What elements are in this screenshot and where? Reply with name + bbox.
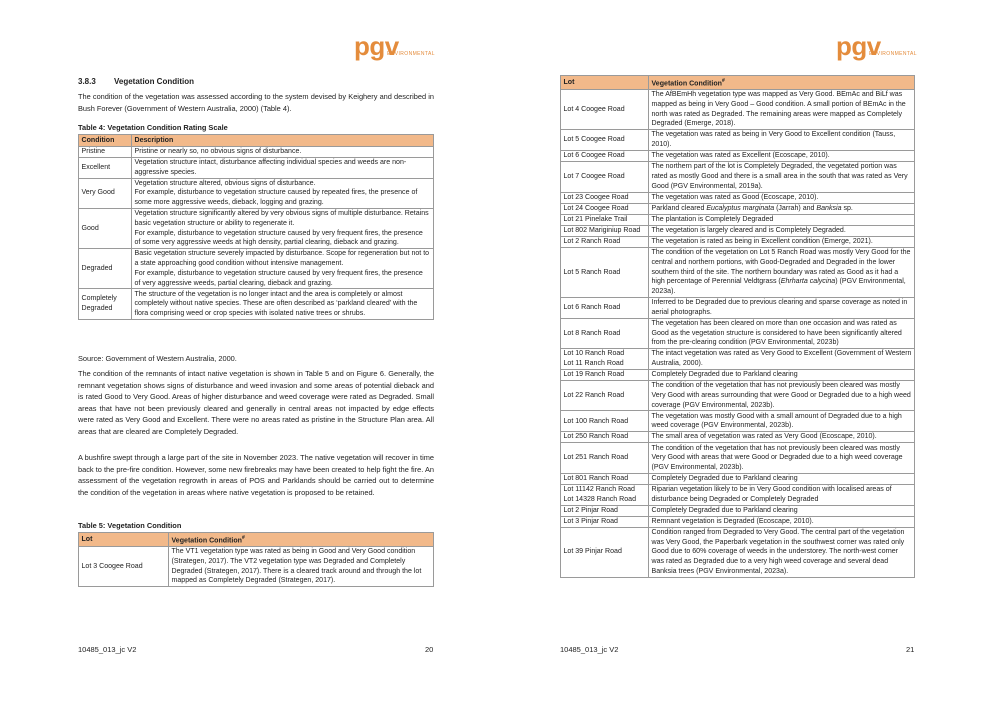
table-row	[79, 146, 434, 157]
pgv-logo: pgv ENVIRONMENTAL	[836, 31, 917, 61]
table-row	[561, 130, 915, 151]
description-cell: The intact vegetation was rated as Very Good to Excellent (Government of Western Australia, 2000).	[649, 349, 915, 370]
table-row	[561, 505, 915, 516]
description-cell: Remnant vegetation is Degraded (Ecoscape, 2010).	[649, 516, 915, 527]
table-row	[79, 209, 434, 249]
table-row	[561, 297, 915, 318]
lot-label-cell: Lot 3 Coogee Road	[79, 547, 169, 587]
condition-label-cell: Degraded	[79, 249, 132, 289]
lot-label-cell: Lot 4 Coogee Road	[561, 90, 649, 130]
description-cell: Inferred to be Degraded due to previous clearing and sparse coverage as noted in aerial photographs.	[649, 297, 915, 318]
column-header: Description	[132, 135, 434, 147]
table-row	[561, 203, 915, 214]
condition-label-cell: Pristine	[79, 146, 132, 157]
table-row	[561, 369, 915, 380]
description-cell: The vegetation was rated as Good (Ecoscape, 2010).	[649, 192, 915, 203]
condition-label-cell: Excellent	[79, 157, 132, 178]
lot-label-cell: Lot 6 Ranch Road	[561, 297, 649, 318]
lot-label-cell: Lot 801 Ranch Road	[561, 473, 649, 484]
intro-paragraph: The condition of the vegetation was assessed according to the system devised by Keighery and described in Bush Forever (Government of Western Australia, 2000) (Table 4).	[78, 92, 434, 113]
description-cell: The vegetation was rated as Excellent (Ecoscape, 2010).	[649, 151, 915, 162]
description-cell: The vegetation has been cleared on more than one occasion and was rated as Good as the vegetation structure is considered to have been significantly altered from the pre-clearing condition (PGV Environmental, 2023b)	[649, 318, 915, 348]
table-row	[561, 443, 915, 473]
description-cell: Vegetation structure significantly altered by very obvious signs of multiple disturbance. Retains basic vegetation structure or ability to regenerate it. For example, disturbance to vegetation structure caused by very frequent fires, the presence of some very aggressive weeds at high density, partial clearing, dieback and grazing.	[132, 209, 434, 249]
description-cell: Completely Degraded due to Parkland clearing	[649, 369, 915, 380]
column-header: Condition	[79, 135, 132, 147]
description-cell: Completely Degraded due to Parkland clearing	[649, 505, 915, 516]
condition-label-cell: Very Good	[79, 178, 132, 208]
condition-label-cell: Good	[79, 209, 132, 249]
lot-label-cell: Lot 39 Pinjar Road	[561, 527, 649, 577]
description-cell: The small area of vegetation was rated as Very Good (Ecoscape, 2010).	[649, 432, 915, 443]
lot-label-cell: Lot 23 Coogee Road	[561, 192, 649, 203]
table-header-row	[561, 76, 915, 90]
table-row	[561, 527, 915, 577]
description-cell: The vegetation is largely cleared and is Completely Degraded.	[649, 225, 915, 236]
condition-rating-table	[78, 134, 434, 320]
footer-doc-id: 10485_013_jc V2	[78, 645, 137, 654]
column-header: Lot	[561, 76, 649, 90]
table-row	[561, 162, 915, 192]
table-row	[79, 249, 434, 289]
condition-paragraph: The condition of the remnants of intact native vegetation is shown in Table 5 and on Figure 6. Generally, the remnant vegetation shows signs of disturbance and weed invasion and some areas of potential dieback and is rated Good to Very Good. Areas of higher disturbance and weed coverage were rated as Degraded. Small areas that have not been previously cleared and generally in central areas not impacted by edge effects were rated as Very Good and Excellent. There were no areas rated as pristine in the Structure Plan area. All areas that are cleared are Completely Degraded.	[78, 369, 434, 436]
lot-label-cell: Lot 2 Ranch Road	[561, 236, 649, 247]
table-row	[561, 411, 915, 432]
description-cell: Condition ranged from Degraded to Very Good. The central part of the vegetation was Very Good, the Paperbark vegetation in the southwest corner was rated only Good due to 60% coverage of weeds in the understorey. The north-west corner was rated as Degraded due to a very high weed coverage and several dead Banksia trees (PGV Environmental, 2023a).	[649, 527, 915, 577]
description-cell: The condition of the vegetation that has not previously been cleared was mostly Very Good with areas surrounding that were Good or Degraded due to a high weed coverage (PGV Environmental, 2023b).	[649, 380, 915, 410]
lot-label-cell: Lot 3 Pinjar Road	[561, 516, 649, 527]
table-row	[79, 547, 434, 587]
column-header: Vegetation Condition#	[169, 533, 434, 547]
lot-label-cell: Lot 250 Ranch Road	[561, 432, 649, 443]
lot-label-cell: Lot 8 Ranch Road	[561, 318, 649, 348]
condition-label-cell: Completely Degraded	[79, 289, 132, 319]
vegetation-condition-table-continued	[560, 75, 915, 578]
table-row	[561, 318, 915, 348]
lot-label-cell: Lot 11142 Ranch Road Lot 14328 Ranch Road	[561, 484, 649, 505]
table-row	[561, 214, 915, 225]
table-row	[561, 516, 915, 527]
table5-caption: Table 5: Vegetation Condition	[78, 521, 182, 530]
description-cell: Vegetation structure altered, obvious signs of disturbance. For example, disturbance to vegetation structure caused by repeated fires, the presence of some more aggressive weeds, dieback, logging and grazing.	[132, 178, 434, 208]
footer-page-number: 21	[906, 645, 915, 654]
description-cell: Parkland cleared Eucalyptus marginata (Jarrah) and Banksia sp.	[649, 203, 915, 214]
lot-label-cell: Lot 19 Ranch Road	[561, 369, 649, 380]
lot-label-cell: Lot 10 Ranch Road Lot 11 Ranch Road	[561, 349, 649, 370]
description-cell: Vegetation structure intact, disturbance affecting individual species and weeds are non-aggressive species.	[132, 157, 434, 178]
description-cell: The northern part of the lot is Completely Degraded, the vegetated portion was rated as mostly Good and there is a small area in the south that was rated as Very Good (PGV Environmental, 2019a).	[649, 162, 915, 192]
lot-label-cell: Lot 802 Mariginiup Road	[561, 225, 649, 236]
table-row	[79, 178, 434, 208]
column-header: Lot	[79, 533, 169, 547]
description-cell: The condition of the vegetation that has not previously been cleared was mostly Very Good with areas that were Good or Degraded due to a high weed coverage (PGV Environmental, 2023b).	[649, 443, 915, 473]
section-heading: 3.8.3 Vegetation Condition	[78, 77, 194, 86]
lot-label-cell: Lot 251 Ranch Road	[561, 443, 649, 473]
table-row	[561, 236, 915, 247]
description-cell: Basic vegetation structure severely impacted by disturbance. Scope for regeneration but not to a state approaching good condition without intensive management. For example, disturbance to vegetation structure caused by very frequent fires, the presence of very aggressive weeds, partial clearing, dieback and grazing.	[132, 249, 434, 289]
table4-source: Source: Government of Western Australia, 2000.	[78, 354, 237, 363]
description-cell: Riparian vegetation likely to be in Very Good condition with localised areas of disturbance being Degraded or Completely Degraded	[649, 484, 915, 505]
lot-label-cell: Lot 5 Ranch Road	[561, 247, 649, 297]
footer-page-number: 20	[425, 645, 434, 654]
table-row	[561, 473, 915, 484]
bushfire-paragraph: A bushfire swept through a large part of the site in November 2023. The native vegetation will recover in time back to the pre-fire condition. However, some new firebreaks may have been created to help fight the fire. An assessment of the vegetation regrowth in areas of POS and Parklands should be carried out to determine the condition of the vegetation in areas where native vegetation is proposed to be retained.	[78, 453, 434, 497]
table-row	[561, 349, 915, 370]
lot-label-cell: Lot 7 Coogee Road	[561, 162, 649, 192]
table-row	[561, 192, 915, 203]
description-cell: The vegetation is rated as being in Excellent condition (Emerge, 2021).	[649, 236, 915, 247]
table-row	[561, 484, 915, 505]
description-cell: Pristine or nearly so, no obvious signs of disturbance.	[132, 146, 434, 157]
table-row	[79, 157, 434, 178]
lot-label-cell: Lot 21 Pinelake Trail	[561, 214, 649, 225]
table-header-row	[79, 135, 434, 147]
table-row	[79, 289, 434, 319]
description-cell: The VT1 vegetation type was rated as being in Good and Very Good condition (Strategen, 2017). The VT2 vegetation type was Degraded and Completely Degraded (Strategen, 2017). There is a cleared track around and through the lot mapped as Completely Degraded (Strategen, 2017).	[169, 547, 434, 587]
description-cell: The structure of the vegetation is no longer intact and the area is completely or almost completely without native species. These are often described as ‘parkland cleared’ with the flora comprising weed or crop species with isolated native trees or shrubs.	[132, 289, 434, 319]
lot-label-cell: Lot 6 Coogee Road	[561, 151, 649, 162]
pgv-logo: pgv ENVIRONMENTAL	[354, 31, 435, 61]
column-header: Vegetation Condition#	[649, 76, 915, 90]
footer-doc-id: 10485_013_jc V2	[560, 645, 619, 654]
vegetation-condition-table	[78, 532, 434, 587]
lot-label-cell: Lot 22 Ranch Road	[561, 380, 649, 410]
table-row	[561, 90, 915, 130]
table-header-row	[79, 533, 434, 547]
lot-label-cell: Lot 24 Coogee Road	[561, 203, 649, 214]
lot-label-cell: Lot 2 Pinjar Road	[561, 505, 649, 516]
table4-caption: Table 4: Vegetation Condition Rating Scale	[78, 123, 228, 132]
table-row	[561, 247, 915, 297]
description-cell: The vegetation was rated as being in Very Good to Excellent condition (Tauss, 2010).	[649, 130, 915, 151]
description-cell: The AfBEmHh vegetation type was mapped as Very Good. BEmAc and BiLf was mapped as being in Very Good – Good condition. A small portion of BEmAc in the north was rated as Degraded. The remaining areas were mapped as Completely Degraded (Emerge, 2018).	[649, 90, 915, 130]
description-cell: The vegetation was mostly Good with a small amount of Degraded due to a high weed coverage (PGV Environmental, 2023b).	[649, 411, 915, 432]
description-cell: Completely Degraded due to Parkland clearing	[649, 473, 915, 484]
description-cell: The condition of the vegetation on Lot 5 Ranch Road was mostly Very Good for the central and northern portions, with Good-Degraded and Degraded in the lower southern third of the site. The northern boundary was rated as Good as it had a high percentage of Perennial Veldtgrass (Ehrharta calycina) (PGV Environmental, 2023a).	[649, 247, 915, 297]
table-row	[561, 225, 915, 236]
table-row	[561, 380, 915, 410]
table-row	[561, 432, 915, 443]
lot-label-cell: Lot 100 Ranch Road	[561, 411, 649, 432]
table-row	[561, 151, 915, 162]
lot-label-cell: Lot 5 Coogee Road	[561, 130, 649, 151]
description-cell: The plantation is Completely Degraded	[649, 214, 915, 225]
